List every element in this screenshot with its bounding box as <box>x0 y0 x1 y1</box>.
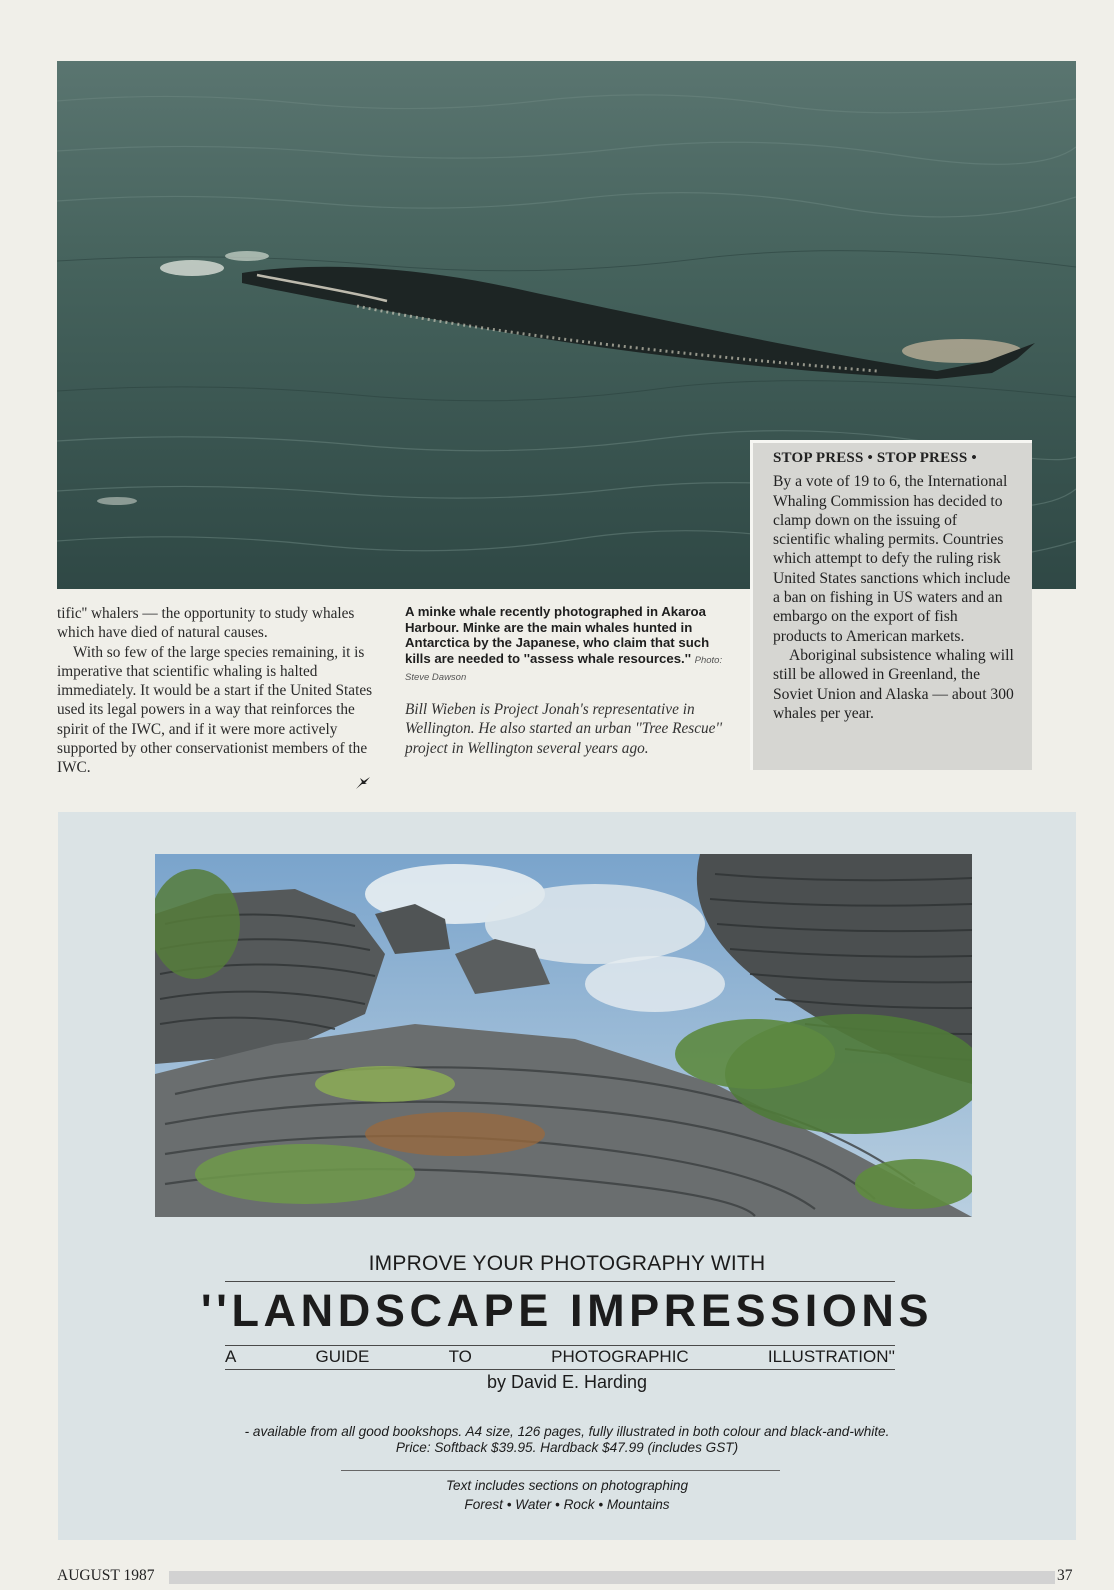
price-line: Price: Softback $39.95. Hardback $47.99 (includes GST) <box>395 1440 739 1455</box>
stop-press-paragraph: By a vote of 19 to 6, the International Whaling Commission has decided to clamp down on the issuing of scientific whaling permits. Countries which attempt to defy the ruling risk United States sanctions which include a ban on fishing in US waters and an embargo on the export of fish products to American markets. <box>773 473 1011 645</box>
footer-bar <box>169 1571 1055 1584</box>
subtitle-word: GUIDE <box>315 1347 370 1366</box>
issue-date: AUGUST 1987 <box>57 1567 155 1584</box>
article-paragraph: With so few of the large species remaining, it is imperative that scientific whaling is halted immediately. It would be a start if the United States used its legal powers in a way that reinforces the spirit of the IWC, and if it were more actively supported by other conservationist members of the IWC. <box>57 643 373 777</box>
book-subtitle <box>225 1347 895 1367</box>
book-sections <box>58 1476 1076 1514</box>
page-number: 37 <box>1057 1567 1073 1584</box>
sections-intro: Text includes sections on photographing <box>445 1478 689 1493</box>
article-column <box>57 604 375 778</box>
ad-kicker: IMPROVE YOUR PHOTOGRAPHY WITH <box>368 1252 766 1275</box>
subtitle-word: ILLUSTRATION'' <box>767 1347 895 1366</box>
bird-end-mark-icon <box>355 776 371 795</box>
book-availability <box>58 1424 1076 1456</box>
subtitle-word: A <box>225 1347 237 1366</box>
photo-caption <box>405 604 725 686</box>
divider-rule <box>225 1369 895 1370</box>
book-author: by David E. Harding <box>486 1372 648 1392</box>
divider-rule <box>341 1470 780 1471</box>
stop-press-paragraph: Aboriginal subsistence whaling will still be allowed in Greenland, the Soviet Union and Alaska — about 300 whales per year. <box>773 646 1014 722</box>
caption-text: A minke whale recently photographed in Akaroa Harbour. Minke are the main whales hunted in Antarctica by the Japanese, who claim that such kills are needed to ''assess whale resources.'' <box>405 604 710 666</box>
photo-credit: Photo: Steve Dawson <box>405 654 723 684</box>
sections-list: Forest • Water • Rock • Mountains <box>464 1497 670 1512</box>
stop-press-heading: STOP PRESS • STOP PRESS • <box>773 450 977 466</box>
book-title: ''LANDSCAPE IMPRESSIONS <box>200 1285 934 1336</box>
stop-press-box <box>750 440 1032 770</box>
author-bio: Bill Wieben is Project Jonah's representative in Wellington. He also started an urban ''Tree Rescue'' project in Wellington several years ago. <box>405 701 723 757</box>
landscape-photo <box>155 854 972 1217</box>
article-paragraph: tific'' whalers — the opportunity to study whales which have died of natural causes. <box>57 605 355 642</box>
divider-rule <box>225 1345 895 1346</box>
subtitle-word: TO <box>448 1347 472 1366</box>
subtitle-word: PHOTOGRAPHIC <box>551 1347 689 1366</box>
pancake-rocks-illustration <box>155 854 972 1217</box>
availability-line: - available from all good bookshops. A4 size, 126 pages, fully illustrated in both colour and black-and-white. <box>244 1424 890 1439</box>
